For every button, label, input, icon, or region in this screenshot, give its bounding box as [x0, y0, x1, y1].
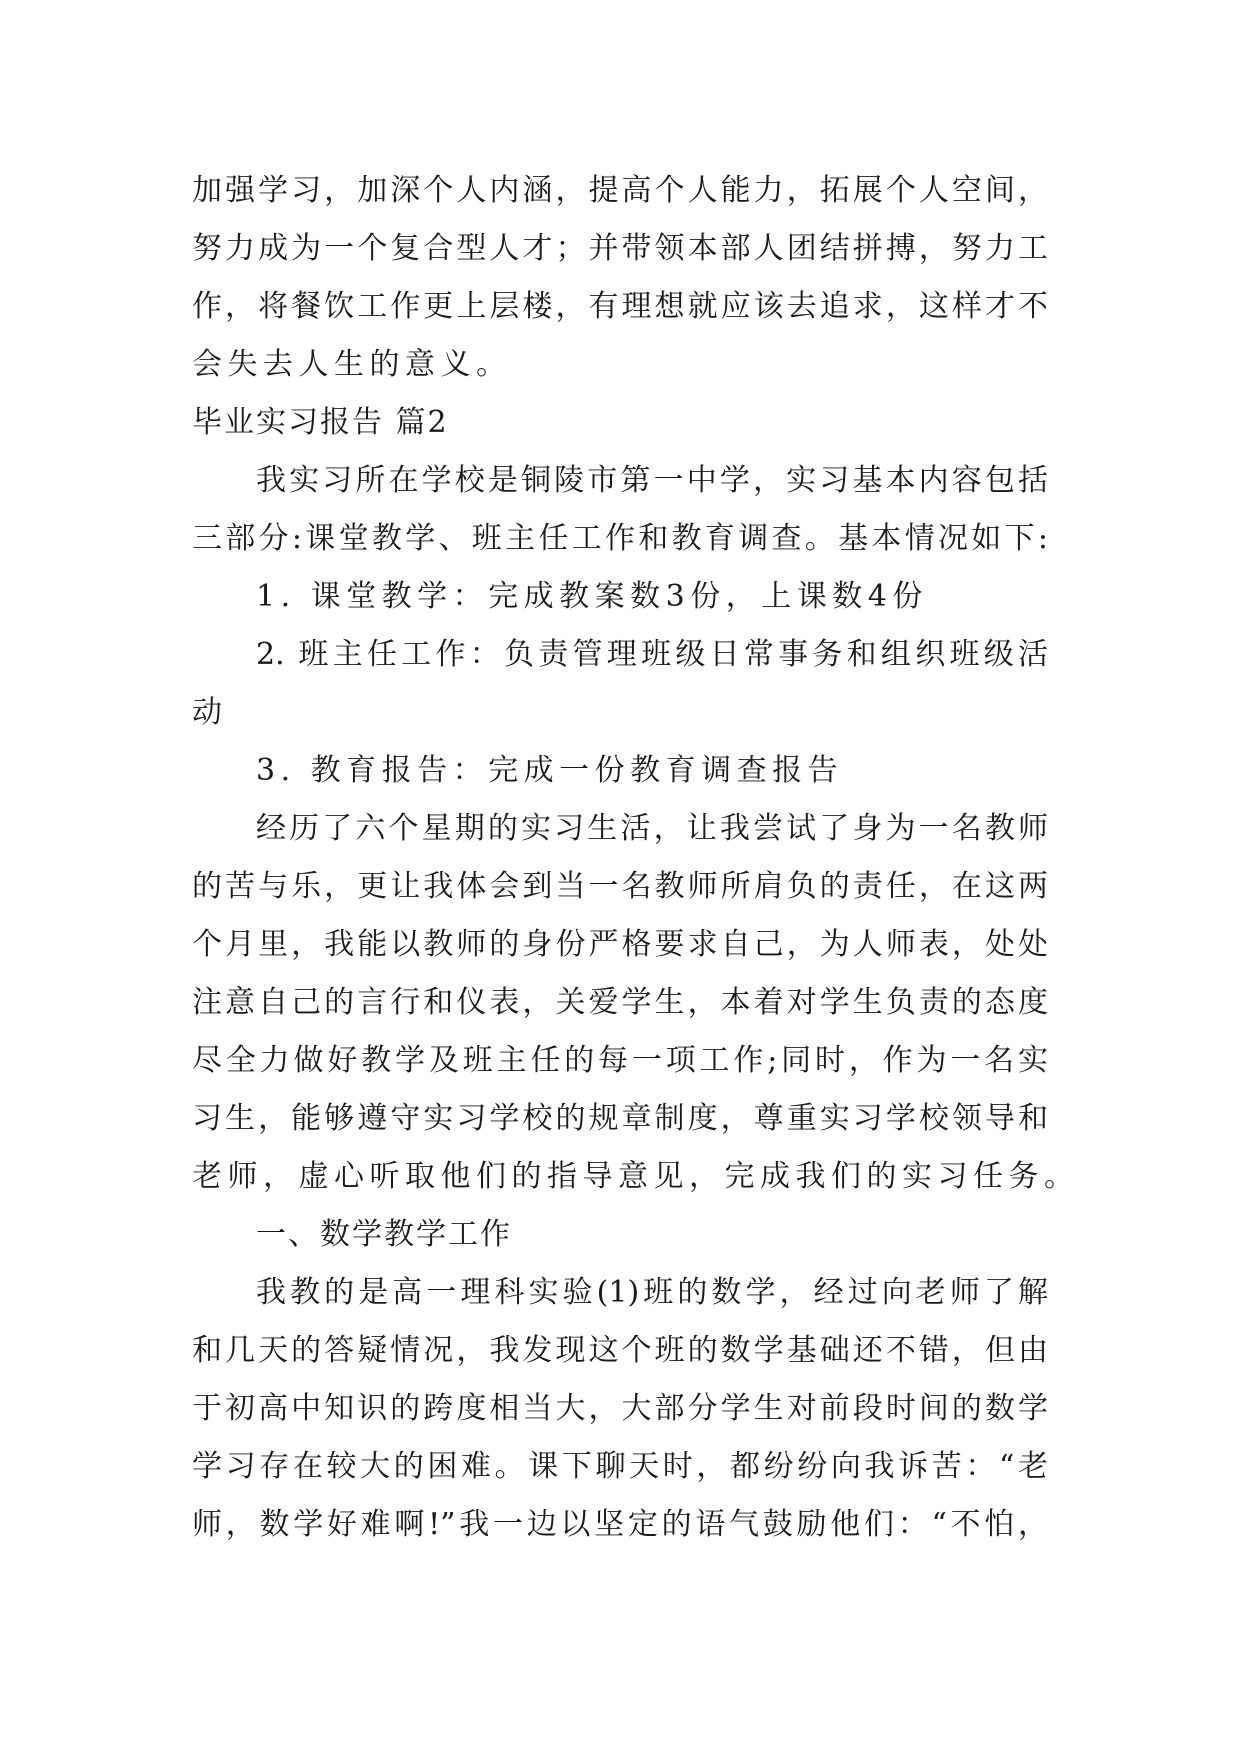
list-item-2-continued: 动	[192, 695, 228, 730]
body-line-16: 尽全力做好教学及班主任的每一项工作;同时，作为一名实	[192, 1043, 1048, 1078]
body-line-18: 老师，虚心听取他们的指导意见，完成我们的实习任务。	[192, 1159, 1080, 1194]
body-line-23: 学习存在较大的困难。课下聊天时，都纷纷向我诉苦：“老	[192, 1449, 1048, 1484]
body-line-13: 的苦与乐，更让我体会到当一名教师所肩负的责任，在这两	[192, 869, 1048, 904]
body-line-4: 会失去人生的意义。	[192, 347, 512, 382]
body-line-17: 习生，能够遵守实习学校的规章制度，尊重实习学校领导和	[192, 1101, 1048, 1136]
body-line-1: 加强学习，加深个人内涵，提高个人能力，拓展个人空间，	[192, 173, 1048, 208]
section-heading: 毕业实习报告 篇2	[192, 405, 449, 440]
body-line-15: 注意自己的言行和仪表，关爱学生，本着对学生负责的态度	[192, 985, 1048, 1020]
document-page	[192, 162, 1080, 1554]
body-line-12: 经历了六个星期的实习生活，让我尝试了身为一名教师	[256, 811, 1048, 846]
body-line-24: 师，数学好难啊!”我一边以坚定的语气鼓励他们：“不怕，	[192, 1507, 1048, 1542]
subsection-heading: 一、数学教学工作	[256, 1217, 512, 1252]
body-line-6: 我实习所在学校是铜陵市第一中学，实习基本内容包括	[256, 463, 1048, 498]
body-line-14: 个月里，我能以教师的身份严格要求自己，为人师表，处处	[192, 927, 1048, 962]
body-line-3: 作，将餐饮工作更上层楼，有理想就应该去追求，这样才不	[192, 289, 1048, 324]
list-item-3: 3. 教育报告：完成一份教育调查报告	[256, 753, 844, 788]
list-item-2: 2. 班主任工作：负责管理班级日常事务和组织班级活	[256, 637, 1048, 672]
body-line-7: 三部分:课堂教学、班主任工作和教育调查。基本情况如下:	[192, 521, 1048, 556]
body-line-22: 于初高中知识的跨度相当大，大部分学生对前段时间的数学	[192, 1391, 1048, 1426]
body-line-2: 努力成为一个复合型人才；并带领本部人团结拼搏，努力工	[192, 231, 1048, 266]
list-item-1: 1. 课堂教学：完成教案数3份，上课数4份	[256, 579, 928, 614]
body-line-20: 我教的是高一理科实验(1)班的数学，经过向老师了解	[256, 1275, 1048, 1310]
body-line-21: 和几天的答疑情况，我发现这个班的数学基础还不错，但由	[192, 1333, 1048, 1368]
